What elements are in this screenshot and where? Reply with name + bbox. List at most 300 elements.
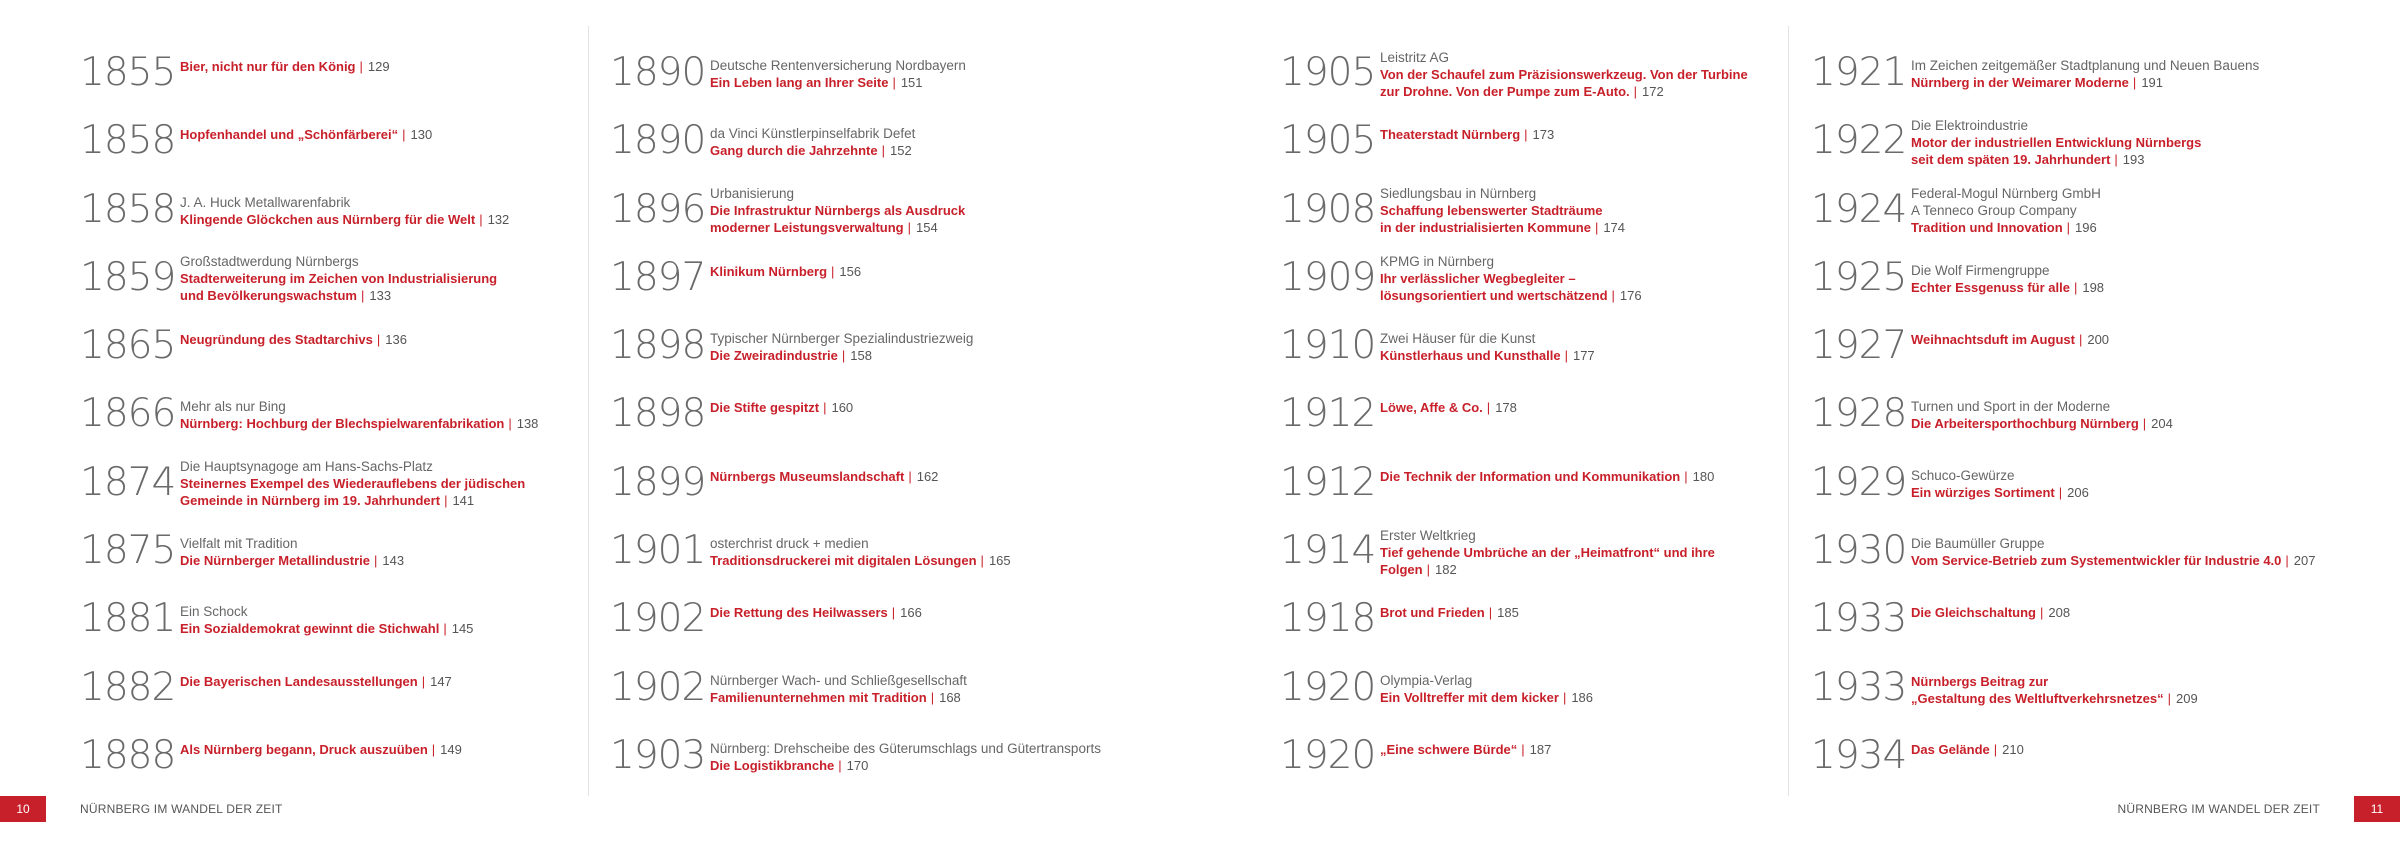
entry-title[interactable]: Die Infrastruktur Nürnbergs als Ausdruck moderner Leistungsverwaltung [710,203,966,236]
entry-text [1909,389,2173,441]
toc-entry[interactable] [1280,389,1780,457]
toc-entry[interactable] [80,321,580,389]
entry-text [708,185,965,237]
running-footer-left: NÜRNBERG IM WANDEL DER ZEIT [80,802,283,816]
separator-bar: | [444,493,448,509]
entry-page-number: 180 [1692,468,1715,484]
entry-year: 1888 [80,732,176,778]
entry-text [178,526,404,578]
entry-year: 1901 [610,528,706,574]
entry-page-number: 173 [1532,127,1555,143]
entry-subtitle: Olympia-Verlag [1380,672,1473,688]
entry-text [1378,116,1554,178]
entry-title[interactable]: Die Bayerischen Landesausstellungen [180,673,418,689]
entry-year: 1903 [610,732,706,778]
entry-year: 1896 [610,186,706,232]
entry-text [1909,458,2089,510]
entry-title[interactable]: Stadterweiterung im Zeichen von Industrialisierung und Bevölkerungswachstum [180,271,498,304]
separator-bar: | [508,416,512,432]
entry-year: 1912 [1280,459,1376,505]
entry-title-line [1911,741,2024,758]
entry-page-number: 138 [516,416,539,432]
toc-entry[interactable] [1280,48,1780,116]
separator-bar: | [980,553,984,569]
column-divider-left [588,26,589,796]
entry-page-number: 210 [2002,741,2024,757]
entry-title[interactable]: Motor der industriellen Entwicklung Nürnbergs seit dem späten 19. Jahrhundert [1911,134,2202,167]
entry-year: 1912 [1280,391,1376,437]
entry-text [178,48,390,110]
entry-text [708,253,861,315]
toc-entry[interactable] [1280,663,1780,731]
entry-title-line [710,757,1101,774]
entry-title[interactable]: Ihr verlässlicher Wegbegleiter – lösungsorientiert und wertschätzend [1380,271,1608,304]
entry-year: 1930 [1811,528,1907,574]
toc-entry[interactable] [1280,731,1780,799]
toc-entry[interactable] [80,594,580,662]
separator-bar: | [908,468,912,484]
entry-year: 1855 [80,50,176,95]
entry-title[interactable]: Traditionsdruckerei mit digitalen Lösungen [710,553,977,569]
entry-page-number: 204 [2151,416,2173,432]
entry-page-number: 132 [487,211,510,227]
entry-page-number: 143 [382,553,405,569]
separator-bar: | [930,689,935,705]
toc-entry[interactable] [1280,253,1780,321]
entry-text [1378,731,1551,793]
entry-page-number: 196 [2075,220,2097,236]
entry-title[interactable]: Steinernes Exempel des Wiederauflebens der jüdischen Gemeinde in Nürnberg im 19. Jahrhundert [180,476,526,509]
entry-page-number: 172 [1642,83,1664,99]
entry-year: 1902 [610,664,706,710]
separator-bar: | [443,621,447,637]
separator-bar: | [1611,288,1615,304]
entry-title-line [1911,415,2173,432]
entry-page-number: 141 [452,493,475,509]
entry-title-line [180,620,473,637]
toc-entry[interactable] [80,526,580,594]
entry-text [708,321,973,373]
toc-entry[interactable] [1811,253,2371,321]
separator-bar: | [431,741,436,757]
toc-entry[interactable] [610,389,1250,457]
toc-entry[interactable] [610,526,1250,594]
entry-text [1378,663,1593,715]
entry-text [708,526,1011,578]
entry-title[interactable]: Die Logistikbranche [710,757,835,773]
toc-entry[interactable] [80,253,580,321]
separator-bar: | [1562,689,1567,705]
toc-entry[interactable] [1280,594,1780,662]
entry-subtitle: Die Hauptsynagoge am Hans-Sachs-Platz [180,459,433,475]
entry-text [178,663,452,725]
toc-entry[interactable] [1811,48,2371,116]
toc-column-4 [1811,48,2371,799]
entry-year: 1927 [1811,323,1907,369]
entry-title[interactable]: Theaterstadt Nürnberg [1380,127,1521,143]
entry-title-line [1911,331,2109,348]
entry-title-line [1911,279,2104,296]
entry-text [1909,594,2070,656]
entry-title-line [180,415,538,432]
toc-entry[interactable] [80,116,580,184]
entry-title-line [710,468,938,485]
entry-text [708,458,938,520]
entry-title[interactable]: Familienunternehmen mit Tradition [710,689,927,705]
separator-bar: | [1684,468,1688,484]
entry-year: 1899 [610,459,706,505]
entry-text [178,116,432,178]
entry-title[interactable]: Das Gelände [1911,741,1990,757]
toc-entry[interactable] [1811,663,2371,731]
entry-subtitle: Erster Weltkrieg [1380,527,1476,543]
page-number-right: 11 [2354,796,2400,822]
entry-title-line [180,58,390,75]
entry-subtitle: Federal-Mogul Nürnberg GmbH A Tenneco Group Company [1911,186,2101,219]
toc-entry[interactable] [1280,321,1780,389]
toc-entry[interactable] [1280,458,1780,526]
entry-year: 1910 [1280,323,1376,369]
entry-year: 1858 [80,118,176,164]
entry-year: 1924 [1811,186,1907,232]
entry-title[interactable]: Die Technik der Information und Kommunikation [1380,468,1681,484]
entry-text [178,594,473,646]
entry-year: 1898 [610,391,706,437]
entry-page-number: 174 [1603,220,1626,236]
entry-year: 1920 [1280,732,1376,778]
entry-title-line [1380,604,1519,621]
entry-year: 1898 [610,323,706,369]
entry-title[interactable]: Künstlerhaus und Kunsthalle [1380,348,1561,364]
entry-page-number: 145 [451,621,474,637]
separator-bar: | [1486,400,1491,416]
entry-title[interactable]: Die Nürnberger Metallindustrie [180,553,370,569]
entry-text [1378,458,1714,520]
separator-bar: | [2167,690,2171,706]
entry-title-line [1911,604,2070,621]
entry-title-line [180,475,525,509]
entry-title[interactable]: Klingende Glöckchen aus Nürnberg für die Welt [180,211,476,227]
entry-page-number: 193 [2122,151,2145,167]
entry-text [1378,185,1625,237]
entry-year: 1918 [1280,596,1376,642]
toc-entry[interactable] [1280,185,1780,253]
entry-title[interactable]: Ein würziges Sortiment [1911,484,2055,500]
entry-year: 1933 [1811,596,1907,642]
entry-subtitle: Die Baumüller Gruppe [1911,536,2045,552]
entry-title-line [1380,399,1517,416]
entry-title[interactable]: Brot und Frieden [1380,605,1485,621]
entry-year: 1859 [80,254,176,300]
entry-page-number: 166 [900,605,922,621]
entry-title-line [1380,202,1625,236]
entry-page-number: 185 [1497,605,1519,621]
entry-page-number: 206 [2067,484,2089,500]
entry-title[interactable]: Vom Service-Betrieb zum Systementwickler für Industrie 4.0 [1911,553,2282,569]
separator-bar: | [2066,220,2071,236]
entry-text [178,458,525,510]
entry-text [1378,526,1780,578]
entry-year: 1914 [1280,528,1376,574]
separator-bar: | [360,288,365,304]
toc-entry[interactable] [610,594,1250,662]
entry-title-line [1911,552,2315,569]
entry-title-line [710,552,1011,569]
toc-entry[interactable] [610,185,1250,253]
entry-title[interactable]: Nürnbergs Beitrag zur „Gestaltung des Weltluftverkehrsnetzes“ [1911,673,2164,706]
separator-bar: | [1488,605,1493,621]
entry-title[interactable]: Nürnbergs Museumslandschaft [710,468,905,484]
entry-title-line [1380,126,1554,143]
separator-bar: | [838,757,842,773]
entry-title[interactable]: Nürnberg: Hochburg der Blechspielwarenfabrikation [180,416,505,432]
entry-title[interactable]: „Eine schwere Bürde“ [1380,741,1518,757]
entry-year: 1881 [80,596,176,642]
entry-page-number: 136 [385,332,407,348]
separator-bar: | [2142,416,2147,432]
entry-subtitle: Leistritz AG [1380,49,1450,65]
entry-year: 1890 [610,118,706,164]
entry-text [1909,253,2104,305]
entry-page-number: 209 [2176,690,2198,706]
entry-title[interactable]: Echter Essgenuss für alle [1911,279,2070,295]
entry-page-number: 133 [369,288,392,304]
entry-text [1378,253,1642,305]
entry-title[interactable]: Klinikum Nürnberg [710,263,828,279]
entry-subtitle: Zwei Häuser für die Kunst [1380,331,1536,347]
entry-text [708,389,853,451]
separator-bar: | [841,348,846,364]
separator-bar: | [823,400,827,416]
entry-title[interactable]: Ein Sozialdemokrat gewinnt die Stichwahl [180,621,440,637]
entry-subtitle: KPMG in Nürnberg [1380,254,1495,270]
entry-page-number: 149 [440,741,462,757]
entry-page-number: 158 [850,348,872,364]
entry-page-number: 186 [1571,689,1594,705]
entry-subtitle: Vielfalt mit Tradition [180,536,298,552]
entry-subtitle: Großstadtwerdung Nürnbergs [180,254,359,270]
entry-year: 1908 [1280,186,1376,232]
entry-title-line [710,689,967,706]
entry-title-line [1380,544,1780,578]
toc-entry[interactable] [1811,731,2371,799]
entry-page-number: 165 [988,553,1011,569]
entry-page-number: 178 [1495,400,1517,416]
toc-entry[interactable] [1811,594,2371,662]
entry-year: 1882 [80,664,176,710]
entry-title-line [1380,689,1593,706]
separator-bar: | [1633,83,1638,99]
entry-title-line [710,202,965,236]
entry-text [708,663,967,715]
entry-title-line [180,126,432,143]
toc-entry[interactable] [610,253,1250,321]
entry-text [1909,526,2315,578]
entry-title[interactable]: Löwe, Affe & Co. [1380,400,1483,416]
entry-subtitle: Schuco-Gewürze [1911,467,2015,483]
entry-title-line [1911,673,2198,707]
entry-year: 1874 [80,459,176,505]
separator-bar: | [421,673,426,689]
entry-text [708,48,966,100]
toc-entry[interactable] [1811,526,2371,594]
separator-bar: | [831,263,835,279]
entry-title[interactable]: Die Rettung des Heilwassers [710,605,888,621]
entry-title[interactable]: Ein Volltreffer mit dem kicker [1380,689,1559,705]
entry-subtitle: Turnen und Sport in der Moderne [1911,399,2111,415]
separator-bar: | [2073,279,2078,295]
entry-title-line [180,741,462,758]
entry-subtitle: J. A. Huck Metallwarenfabrik [180,194,351,210]
entry-page-number: 152 [889,143,912,159]
separator-bar: | [1594,220,1599,236]
entry-title[interactable]: Schaffung lebenswerter Stadträume in der industrialisierten Kommune [1380,203,1603,236]
entry-title[interactable]: Ein Leben lang an Ihrer Seite [710,75,889,90]
entry-title-line [180,331,407,348]
entry-title-line [1380,270,1642,304]
entry-year: 1934 [1811,732,1907,778]
toc-entry[interactable] [610,321,1250,389]
entry-year: 1875 [80,528,176,574]
entry-title[interactable]: Von der Schaufel zum Präzisionswerkzeug. Von der Turbine zur Drohne. Von der Pumpe zum E-Auto. [1380,66,1748,99]
running-footer-right: NÜRNBERG IM WANDEL DER ZEIT [2117,802,2320,816]
column-divider-right [1788,26,1789,796]
entry-title[interactable]: Die Gleichschaltung [1911,605,2036,621]
toc-entry[interactable] [1811,458,2371,526]
entry-text [178,731,462,793]
entry-subtitle: Im Zeichen zeitgemäßer Stadtplanung und Neuen Bauens [1911,58,2260,73]
toc-entry[interactable] [80,663,580,731]
entry-year: 1909 [1280,254,1376,300]
separator-bar: | [1521,741,1525,757]
entry-title[interactable]: Bier, nicht nur für den König [180,59,356,74]
toc-column-3 [1280,48,1780,799]
separator-bar: | [2285,553,2289,569]
entry-title[interactable]: Die Arbeitersporthochburg Nürnberg [1911,416,2139,432]
toc-entry[interactable] [1280,116,1780,184]
entry-page-number: 156 [839,263,862,279]
toc-entry[interactable] [80,458,580,526]
entry-subtitle: osterchrist druck + medien [710,536,869,552]
separator-bar: | [376,332,381,348]
entry-text [1909,185,2101,237]
entry-title-line [180,673,452,690]
entry-title-line [1380,66,1748,100]
entry-title-line [710,399,853,416]
entry-page-number: 151 [900,75,923,90]
entry-year: 1897 [610,254,706,300]
entry-title-line [710,74,966,91]
page-number-left: 10 [0,796,46,822]
entry-page-number: 170 [846,757,869,773]
entry-page-number: 187 [1529,741,1552,757]
entry-text [1378,594,1519,656]
entry-page-number: 208 [2048,605,2071,621]
entry-page-number: 200 [2087,332,2110,348]
entry-text [1909,116,2201,168]
entry-page-number: 182 [1435,561,1457,577]
toc-entry[interactable] [80,48,580,116]
entry-subtitle: Nürnberg: Drehscheibe des Güterumschlags und Gütertransports [710,740,1101,756]
entry-title[interactable]: Gang durch die Jahrzehnte [710,143,878,159]
entry-title-line [180,270,497,304]
toc-entry[interactable] [1280,526,1780,594]
entry-year: 1929 [1811,459,1907,505]
entry-title-line [710,347,973,364]
toc-entry[interactable] [80,389,580,457]
toc-entry[interactable] [80,185,580,253]
toc-entry[interactable] [610,458,1250,526]
entry-year: 1928 [1811,391,1907,437]
entry-text [1909,48,2259,100]
entry-subtitle: da Vinci Künstlerpinselfabrik Defet [710,126,916,142]
entry-text [708,731,1101,783]
entry-year: 1921 [1811,50,1907,95]
entry-page-number: 191 [2141,75,2164,90]
toc-entry[interactable] [610,731,1250,799]
toc-entry[interactable] [1811,321,2371,389]
toc-entry[interactable] [610,48,1250,116]
entry-page-number: 162 [916,468,939,484]
separator-bar: | [892,75,896,90]
entry-text [178,253,497,305]
toc-entry[interactable] [80,731,580,799]
toc-column-1 [80,48,580,799]
toc-entry[interactable] [610,663,1250,731]
separator-bar: | [2132,75,2137,90]
entry-text [708,594,922,656]
entry-title[interactable]: Weihnachtsduft im August [1911,332,2075,348]
entry-year: 1905 [1280,118,1376,164]
entry-title-line [710,142,915,159]
entry-text [1909,321,2109,383]
separator-bar: | [1993,741,1998,757]
entry-page-number: 160 [831,400,854,416]
toc-entry[interactable] [1811,389,2371,457]
entry-title[interactable]: Nürnberg in der Weimarer Moderne [1911,75,2129,90]
toc-entry[interactable] [1811,116,2371,184]
entry-title[interactable]: Als Nürnberg begann, Druck auszuüben [180,741,428,757]
entry-subtitle: Die Elektroindustrie [1911,117,2029,133]
separator-bar: | [907,220,911,236]
entry-year: 1902 [610,596,706,642]
entry-subtitle: Deutsche Rentenversicherung Nordbayern [710,58,966,73]
toc-entry[interactable] [1811,185,2371,253]
entry-page-number: 198 [2082,279,2105,295]
separator-bar: | [1426,561,1430,577]
separator-bar: | [881,143,885,159]
entry-title[interactable]: Neugründung des Stadtarchivs [180,332,373,348]
entry-year: 1865 [80,323,176,369]
entry-text [1378,321,1595,373]
entry-page-number: 129 [367,59,390,74]
separator-bar: | [2114,151,2118,167]
entry-title-line [1911,219,2101,236]
entry-title[interactable]: Die Stifte gespitzt [710,400,820,416]
toc-entry[interactable] [610,116,1250,184]
entry-text [1909,663,2198,725]
entry-year: 1905 [1280,50,1376,95]
entry-title-line [1911,484,2089,501]
entry-title[interactable]: Die Zweiradindustrie [710,348,838,364]
entry-title-line [710,604,922,621]
entry-title[interactable]: Hopfenhandel und „Schönfärberei“ [180,127,399,143]
entry-text [708,116,915,168]
entry-title[interactable]: Tief gehende Umbrüche an der „Heimatfront“ und ihre Folgen [1380,544,1715,577]
entry-title-line [710,263,861,280]
entry-year: 1933 [1811,664,1907,710]
entry-title[interactable]: Tradition und Innovation [1911,220,2063,236]
